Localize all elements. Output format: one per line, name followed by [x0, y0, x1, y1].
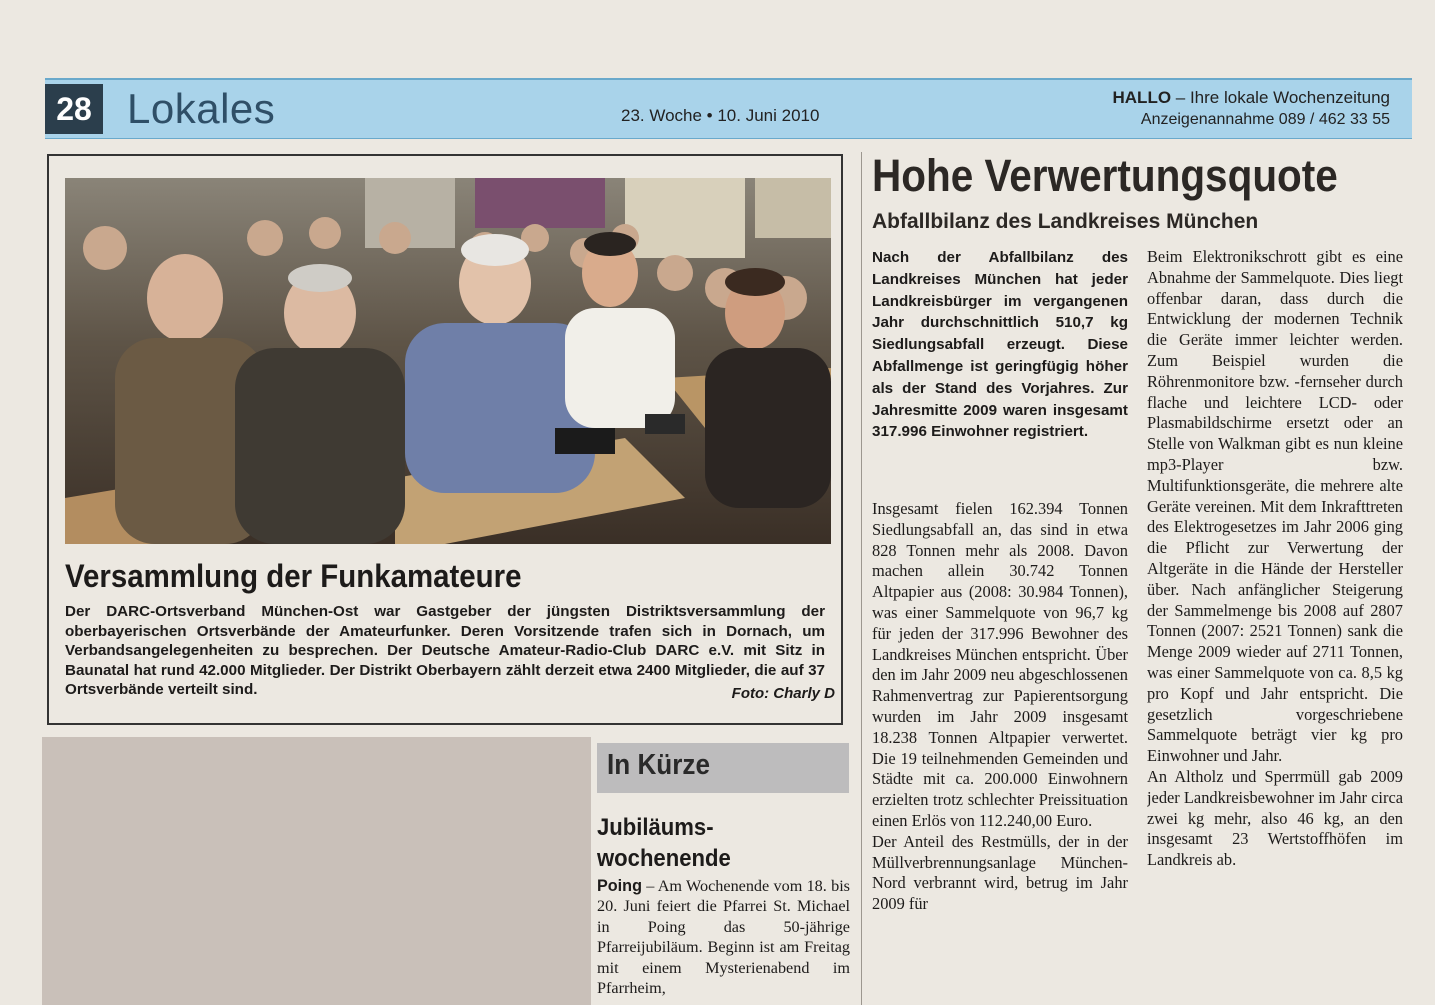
publication-name	[1113, 88, 1391, 108]
in-kurze-banner	[597, 743, 849, 793]
photo-story-box	[47, 154, 843, 725]
article-column-1	[872, 499, 1128, 1005]
photo-story-title: Versammlung der Funkamateure	[65, 558, 522, 594]
article-paragraph: Beim Elektronikschrott gibt es eine Abnahme der Sammelquote. Dies liegt offenbar daran, dass durch die Entwicklung der modernen Technik die Geräte immer leichter werden. Zum Beispiel wurden die Röhrenmonitore bzw. -fernseher durch flache und leichtere LCD- oder Plasmabildschirme ersetzt oder an Stelle von Walkman gibt es nun kleine mp3-Player bzw. Multifunktionsgeräte, die mehrere alte Geräte vereinen. Mit dem Inkrafttreten des Elektrogesetzes im Jahr 2006 ging die Pflicht zur Verwertung der Altgeräte in die Hände der Hersteller über. Nach anfänglicher Steigerung der Sammelmenge bis 2008 auf 2807 Tonnen (2007: 2521 Tonnen) sank die Menge 2009 wieder auf 2711 Tonnen, was einer Sammelquote von ca. 8,5 kg pro Kopf und Jahr entspricht. Die gesetzlich vorgeschriebene Sammelquote beträgt vier kg pro Einwohner und Jahr.	[1147, 247, 1403, 766]
meeting-photo	[65, 178, 831, 544]
in-kurze-body: – Am Wochenende vom 18. bis 20. Juni feiert die Pfarrei St. Michael in Poing das 50-jährige Pfarreijubiläum. Beginn ist am Freitag mit einem Mysterienabend im Pfarrheim,	[597, 877, 850, 998]
article-paragraph: An Altholz und Sperrmüll gab 2009 jeder Landkreisbewohner im Jahr circa zwei kg mehr, also 46 kg, an den insgesamt 23 Wertstoffhöfen im Landkreis ab.	[1147, 766, 1403, 870]
photo-caption: Der DARC-Ortsverband München-Ost war Gastgeber der jüngsten Distriktsversammlung der oberbayerischen Ortsverbände der Amateurfunker. Deren Vorsitzende trafen sich in Dornach, um Verbandsangelegenheiten zu besprechen. Der Deutsche Amateur-Radio-Club DARC e.V. mit Sitz in Baunatal hat rund 42.000 Mitglieder. Der Distrikt Oberbayern zählt derzeit etwa 2400 Mitglieder, die auf 37 Ortsverbände verteilt sind.	[65, 603, 825, 699]
page-header	[45, 78, 1412, 139]
photo-credit: Foto: Charly D	[731, 685, 835, 702]
in-kurze-text	[597, 876, 850, 998]
in-kurze-place: Poing	[597, 877, 642, 895]
article-subhead: Abfallbilanz des Landkreises München	[872, 210, 1259, 233]
article-paragraph: Der Anteil des Restmülls, der in der Müllverbrennungsanlage München-Nord verbrannt wird, betrug im Jahr 2009 für	[872, 831, 1128, 914]
article-lead: Nach der Abfallbilanz des Landkreises München hat jeder Landkreisbürger im vergangenen Jahr durchschnittlich 510,7 kg Siedlungsabfall erzeugt. Diese Abfallmenge ist geringfügig höher als der Stand des Vorjahres. Zur Jahresmitte 2009 waren insgesamt 317.996 Einwohner registriert.	[872, 249, 1128, 441]
meeting-photo-illustration	[65, 178, 831, 544]
publication-tagline: – Ihre lokale Wochenzeitung	[1175, 88, 1390, 107]
ad-contact-line: Anzeigenannahme 089 / 462 33 55	[1140, 111, 1390, 128]
column-divider	[861, 152, 862, 1005]
section-title: Lokales	[127, 85, 276, 132]
article-paragraph: Insgesamt fielen 162.394 Tonnen Siedlungsabfall an, das sind in etwa 828 Tonnen mehr als 2008. Davon machen allein 30.742 Tonnen Altpapier aus (2008: 30.984 Tonnen), was einer Sammelquote von 96,7 kg für jeden der 317.996 Bewohner des Landkreises München entspricht. Über den im Jahr 2009 neu abgeschlossenen Rahmenvertrag zur Papierentsorgung wurden im Jahr 2009 insgesamt 18.238 Tonnen Altpapier verwertet. Die 19 teilnehmenden Gemeinden und Städte mit ca. 200.000 Einwohnern erzielten trotz schlechter Preissituation einen Erlös von 112.240,00 Euro.	[872, 499, 1128, 830]
page-number: 28	[45, 84, 103, 134]
in-kurze-headline: Jubiläums-wochenende	[597, 814, 731, 872]
ad-placeholder-block	[42, 737, 591, 1005]
dateline: 23. Woche • 10. Juni 2010	[621, 106, 820, 125]
publication-brand: HALLO	[1112, 88, 1172, 107]
article-column-2	[1147, 247, 1403, 1005]
in-kurze-title: In Kürze	[607, 749, 710, 781]
article-headline: Hohe Verwertungsquote	[872, 150, 1338, 201]
